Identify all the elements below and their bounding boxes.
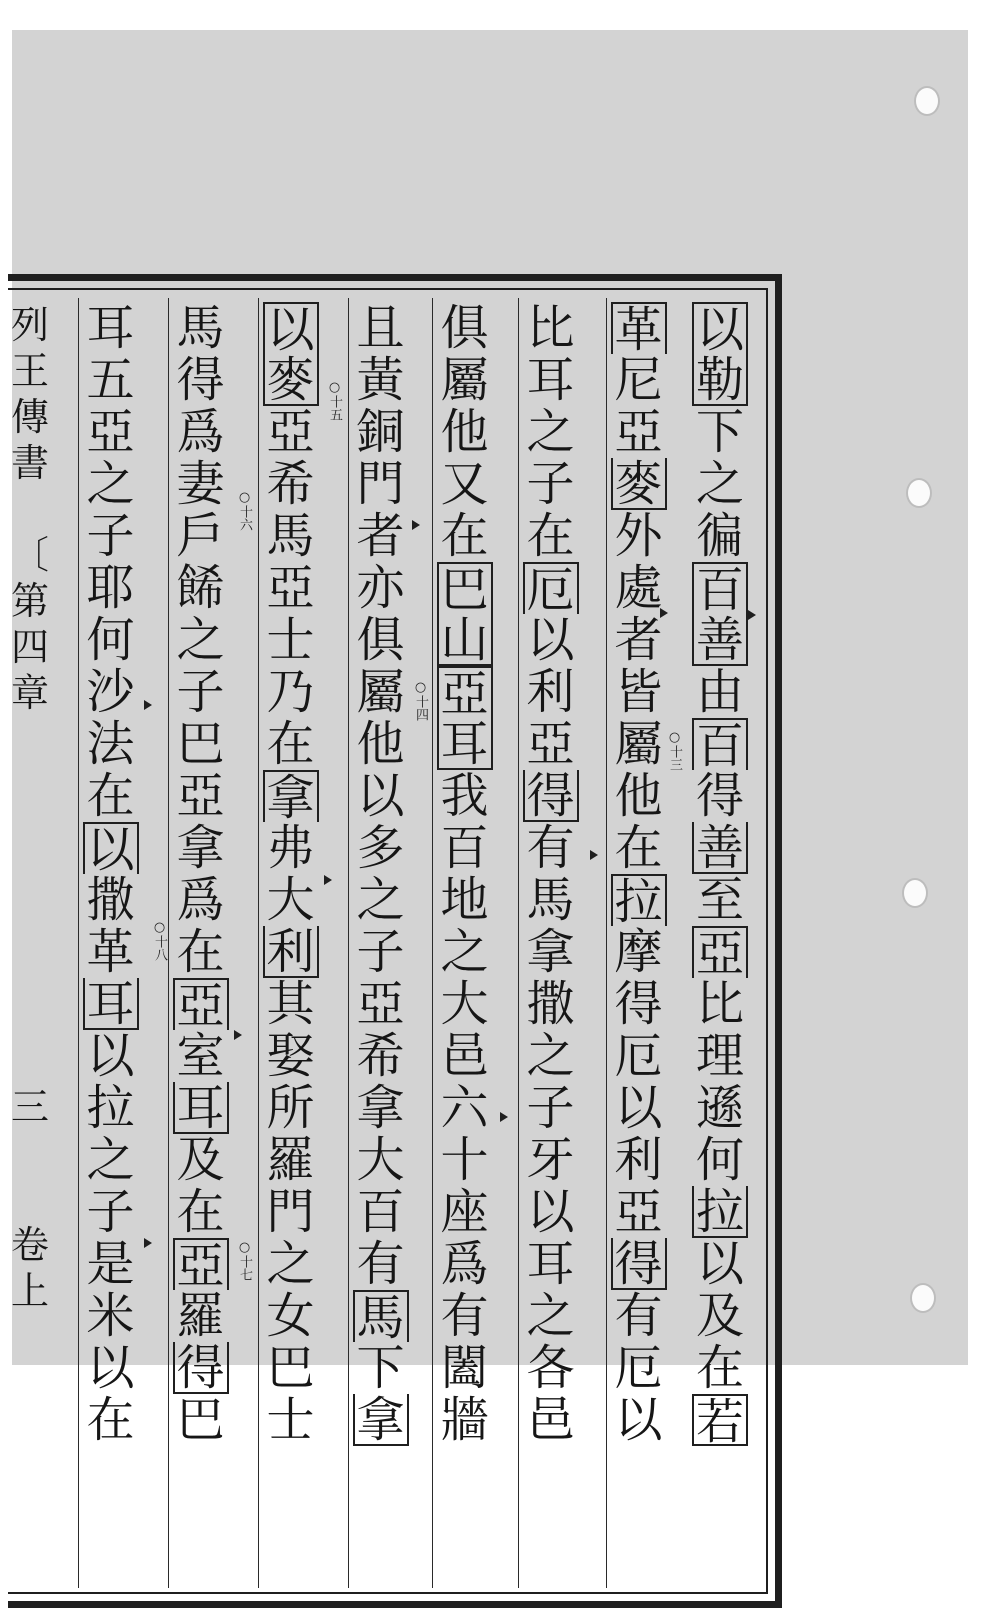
glyph: 牙 [526,1132,575,1188]
punch-hole-2 [908,480,930,506]
glyph: 巴 [176,716,225,772]
glyph: 餙 [176,560,225,616]
glyph: 下 [356,1340,405,1396]
glyph: 亞 [614,1184,663,1240]
glyph: 五 [86,352,135,408]
glyph: 亞 [356,976,405,1032]
glyph: 俱 [440,300,489,356]
glyph: 比 [526,300,575,356]
glyph: 子 [86,1184,135,1240]
glyph: 在 [86,768,135,824]
glyph: 勒 [692,354,748,406]
glyph: 麥 [611,458,667,510]
glyph: 耳 [173,1082,229,1134]
side-glyph: 書 [10,441,49,485]
glyph: 亦 [356,560,405,616]
glyph: 外 [614,508,663,564]
punctuation-mark [144,700,152,710]
glyph: 以 [263,302,319,354]
glyph: 以 [614,1392,663,1448]
glyph: 女 [266,1288,315,1344]
glyph: 厄 [614,1340,663,1396]
glyph: 希 [266,456,315,512]
glyph: 以 [692,302,748,354]
glyph: 革 [86,924,135,980]
glyph: 亞 [266,404,315,460]
glyph: 馬 [353,1290,409,1342]
glyph: 耶 [86,560,135,616]
glyph: 爲 [176,872,225,928]
glyph: 闔 [440,1340,489,1396]
glyph: 拿 [526,924,575,980]
glyph: 羅 [266,1132,315,1188]
glyph: 百 [692,562,748,614]
text-column-5 [348,298,412,1588]
glyph: 希 [356,1028,405,1084]
glyph: 耳 [437,718,493,770]
glyph: 之 [266,1236,315,1292]
glyph: 亞 [437,666,493,718]
side-glyph [10,854,50,900]
punctuation-mark [234,1030,242,1040]
glyph: 大 [356,1132,405,1188]
glyph: 處 [614,560,663,616]
glyph: 以 [86,1028,135,1084]
glyph: 以 [86,1340,135,1396]
glyph: 之 [440,924,489,980]
glyph: 厄 [614,1028,663,1084]
glyph: 拿 [176,820,225,876]
side-glyph [10,1130,50,1176]
glyph: 馬 [266,508,315,564]
glyph: 爲 [440,1236,489,1292]
glyph: 在 [526,508,575,564]
glyph: 士 [266,612,315,668]
punctuation-mark [324,875,332,885]
punch-hole-3 [904,880,926,906]
glyph: 子 [356,924,405,980]
glyph: 遜 [695,1080,744,1136]
text-column-2 [606,298,670,1588]
glyph: 沙 [86,664,135,720]
punctuation-mark [500,1112,508,1122]
glyph: 弗 [266,820,315,876]
verse-marker: ○十八 [152,920,167,961]
glyph: 拉 [611,874,667,926]
verse-marker: ○十五 [327,380,342,421]
glyph: 得 [523,770,579,822]
side-glyph: 傳 [10,395,49,439]
glyph: 以 [526,612,575,668]
glyph: 拿 [263,770,319,822]
glyph: 得 [614,976,663,1032]
text-column-3 [518,298,582,1588]
glyph: 大 [266,872,315,928]
glyph: 有 [356,1236,405,1292]
glyph: 以 [695,1236,744,1292]
glyph: 山 [437,614,493,666]
glyph: 士 [266,1392,315,1448]
glyph: 是 [86,1236,135,1292]
glyph: 牆 [440,1392,489,1448]
side-column [8,298,52,1588]
glyph: 在 [266,716,315,772]
glyph: 六 [440,1080,489,1136]
glyph: 若 [692,1394,748,1446]
punctuation-mark [590,850,598,860]
punctuation-mark [660,608,668,618]
glyph: 門 [356,456,405,512]
glyph: 之 [86,1132,135,1188]
glyph: 麥 [263,354,319,406]
side-glyph [10,716,50,762]
verse-marker: ○十四 [413,680,428,721]
glyph: 得 [695,768,744,824]
side-glyph [10,762,50,808]
glyph: 撒 [86,872,135,928]
glyph: 他 [440,404,489,460]
glyph: 爲 [176,404,225,460]
side-glyph [10,900,50,946]
inner-frame [8,288,768,1594]
glyph: 者 [614,612,663,668]
glyph: 又 [440,456,489,512]
glyph: 馬 [176,300,225,356]
glyph: 拿 [353,1394,409,1446]
glyph: 百 [692,718,748,770]
glyph: 子 [176,664,225,720]
glyph: 耳 [526,1236,575,1292]
glyph: 室 [176,1028,225,1084]
glyph: 亞 [173,978,229,1030]
glyph: 座 [440,1184,489,1240]
glyph: 其 [266,976,315,1032]
glyph: 各 [526,1340,575,1396]
glyph: 拿 [356,1080,405,1136]
glyph: 者 [356,508,405,564]
side-glyph [10,946,50,992]
glyph: 娶 [266,1028,315,1084]
glyph: 乃 [266,664,315,720]
glyph: 在 [176,1184,225,1240]
glyph: 得 [176,352,225,408]
glyph: 之 [176,612,225,668]
glyph: 俱 [356,612,405,668]
side-glyph [10,992,50,1038]
glyph: 摩 [614,924,663,980]
glyph: 善 [692,822,748,874]
glyph: 門 [266,1184,315,1240]
glyph: 戶 [176,508,225,564]
glyph: 以 [526,1184,575,1240]
punctuation-mark [748,610,756,620]
glyph: 得 [173,1342,229,1394]
glyph: 至 [695,872,744,928]
glyph: 羅 [176,1288,225,1344]
text-column-8 [78,298,142,1588]
glyph: 有 [440,1288,489,1344]
glyph: 十 [440,1132,489,1188]
glyph: 利 [526,664,575,720]
side-glyph: 三 [10,1085,49,1129]
glyph: 厄 [523,562,579,614]
glyph: 屬 [440,352,489,408]
glyph: 法 [86,716,135,772]
glyph: 巴 [176,1392,225,1448]
side-glyph: 〔 [10,533,49,577]
text-column-4 [432,298,496,1588]
glyph: 在 [86,1392,135,1448]
glyph: 耳 [83,978,139,1030]
glyph: 黃 [356,352,405,408]
text-column-1 [688,298,752,1588]
glyph: 比 [695,976,744,1032]
glyph: 亞 [614,404,663,460]
glyph: 屬 [356,664,405,720]
glyph: 子 [526,1080,575,1136]
side-glyph: 王 [10,349,49,393]
glyph: 有 [526,820,575,876]
glyph: 所 [266,1080,315,1136]
glyph: 亞 [176,768,225,824]
scanned-page [10,30,968,1450]
glyph: 利 [614,1132,663,1188]
glyph: 由 [695,664,744,720]
glyph: 以 [614,1080,663,1136]
glyph: 耳 [86,300,135,356]
glyph: 子 [86,508,135,564]
glyph: 米 [86,1288,135,1344]
text-column-7 [168,298,232,1588]
punctuation-mark [412,520,420,530]
side-glyph: 上 [10,1269,49,1313]
glyph: 邑 [526,1392,575,1448]
side-glyph: 四 [10,625,49,669]
glyph: 何 [695,1132,744,1188]
glyph: 亞 [526,716,575,772]
glyph: 大 [440,976,489,1032]
side-glyph: 列 [10,303,49,347]
glyph: 下 [695,404,744,460]
glyph: 銅 [356,404,405,460]
glyph: 且 [356,300,405,356]
side-glyph [10,486,50,532]
glyph: 多 [356,820,405,876]
glyph: 他 [356,716,405,772]
glyph: 尼 [614,352,663,408]
glyph: 妻 [176,456,225,512]
verse-marker: ○十六 [237,490,252,531]
glyph: 及 [695,1288,744,1344]
side-glyph: 章 [10,671,49,715]
glyph: 在 [440,508,489,564]
glyph: 撒 [526,976,575,1032]
glyph: 子 [526,456,575,512]
punctuation-mark [144,1238,152,1248]
glyph: 邑 [440,1028,489,1084]
glyph: 耳 [526,352,575,408]
glyph: 百 [440,820,489,876]
glyph: 在 [695,1340,744,1396]
glyph: 拉 [86,1080,135,1136]
text-column-6 [258,298,322,1588]
side-glyph [10,808,50,854]
glyph: 之 [526,404,575,460]
glyph: 徧 [695,508,744,564]
glyph: 在 [614,820,663,876]
glyph: 以 [356,768,405,824]
glyph: 及 [176,1132,225,1188]
punch-hole-4 [912,1285,934,1311]
glyph: 我 [440,768,489,824]
glyph: 皆 [614,664,663,720]
glyph: 以 [83,822,139,874]
punch-hole-1 [916,88,938,114]
glyph: 馬 [526,872,575,928]
glyph: 他 [614,768,663,824]
glyph: 亞 [692,926,748,978]
glyph: 之 [526,1028,575,1084]
glyph: 亞 [173,1238,229,1290]
glyph: 善 [692,614,748,666]
glyph: 革 [611,302,667,354]
side-glyph: 卷 [10,1223,49,1267]
glyph: 亞 [86,404,135,460]
glyph: 利 [263,926,319,978]
glyph: 何 [86,612,135,668]
text-block [12,274,786,1614]
glyph: 在 [176,924,225,980]
glyph: 百 [356,1184,405,1240]
verse-marker: ○十三 [667,730,682,771]
glyph: 得 [611,1238,667,1290]
side-glyph: 第 [10,579,49,623]
glyph: 屬 [614,716,663,772]
side-glyph [10,1038,50,1084]
glyph: 有 [614,1288,663,1344]
glyph: 之 [86,456,135,512]
verse-marker: ○十七 [237,1240,252,1281]
glyph: 之 [526,1288,575,1344]
glyph: 巴 [266,1340,315,1396]
side-glyph [10,1176,50,1222]
glyph: 拉 [692,1186,748,1238]
glyph: 理 [695,1028,744,1084]
glyph: 地 [440,872,489,928]
glyph: 亞 [266,560,315,616]
glyph: 之 [356,872,405,928]
glyph: 巴 [437,562,493,614]
glyph: 之 [695,456,744,512]
